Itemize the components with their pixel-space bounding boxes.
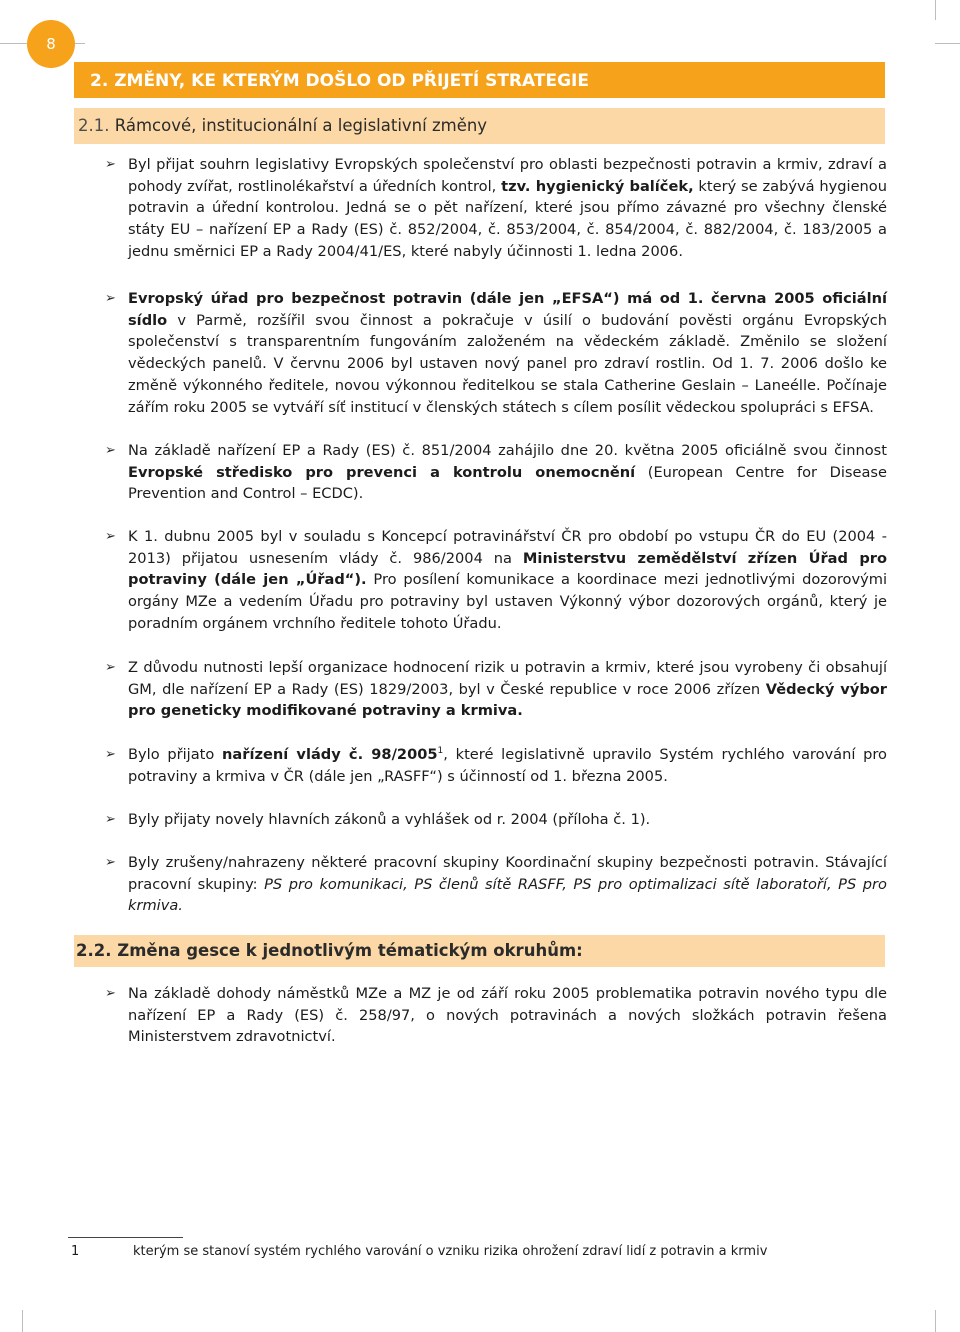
footnote-number: 1 bbox=[71, 1244, 80, 1259]
list-item bbox=[105, 852, 887, 917]
list-item bbox=[105, 657, 887, 722]
list-item-text: Byly zrušeny/nahrazeny některé pracovní skupiny Koordinační skupiny bezpečnosti potravin. Stávající pracovní skupiny: PS pro komunikaci, PS členů sítě RASFF, PS pro optimalizaci sítě laboratoří, PS pro krmiva. bbox=[128, 854, 887, 915]
crop-mark bbox=[935, 43, 960, 44]
list-item-text: Byly přijaty novely hlavních zákonů a vyhlášek od r. 2004 (příloha č. 1). bbox=[128, 811, 651, 828]
page-number: 8 bbox=[46, 35, 56, 53]
arrow-bullet-icon: ➢ bbox=[105, 812, 116, 827]
list-item-text: Z důvodu nutnosti lepší organizace hodnocení rizik u potravin a krmiv, které jsou vyrobeny či obsahují GM, dle nařízení EP a Rady (ES) 1829/2003, byl v České republice v roce 2006 zřízen Vědecký výbor pro geneticky modifikované potraviny a krmiva. bbox=[128, 659, 887, 720]
list-item-text: Bylo přijato nařízení vlády č. 98/2005$^1$, které legislativně upravilo Systém rychlého varování pro potraviny a krmiva v ČR (dále jen „RASFF“) s účinností od 1. března 2005. bbox=[128, 746, 887, 785]
crop-mark bbox=[0, 43, 27, 44]
arrow-bullet-icon: ➢ bbox=[105, 157, 116, 172]
list-item bbox=[105, 983, 887, 1048]
chapter-heading: 2. ZMĚNY, KE KTERÝM DOŠLO OD PŘIJETÍ STRATEGIE bbox=[74, 62, 885, 98]
arrow-bullet-icon: ➢ bbox=[105, 443, 116, 458]
list-item bbox=[105, 288, 887, 418]
section-heading: 2.2. Změna gesce k jednotlivým tématickým okruhům: bbox=[74, 935, 885, 967]
arrow-bullet-icon: ➢ bbox=[105, 529, 116, 544]
list-item bbox=[105, 744, 887, 787]
section-title: Rámcové, institucionální a legislativní změny bbox=[114, 116, 488, 135]
arrow-bullet-icon: ➢ bbox=[105, 986, 116, 1001]
crop-mark bbox=[22, 1310, 23, 1332]
arrow-bullet-icon: ➢ bbox=[105, 660, 116, 675]
arrow-bullet-icon: ➢ bbox=[105, 747, 116, 762]
footnote-text: kterým se stanoví systém rychlého varování o vzniku rizika ohrožení zdraví lidí z potravin a krmiv bbox=[133, 1244, 768, 1259]
list-item bbox=[105, 154, 887, 263]
list-item-text: Na základě dohody náměstků MZe a MZ je od září roku 2005 problematika potravin nového typu dle nařízení EP a Rady (ES) č. 258/97, o nových potravinách a nových složkách potravin řešena Ministerstvem zdravotnictví. bbox=[128, 985, 887, 1046]
footnote-divider bbox=[68, 1237, 183, 1238]
crop-mark bbox=[75, 43, 85, 44]
page-number-badge bbox=[27, 20, 75, 68]
arrow-bullet-icon: ➢ bbox=[105, 291, 116, 306]
section-number: 2.1. bbox=[78, 116, 110, 135]
list-item-text: Evropský úřad pro bezpečnost potravin (dále jen „EFSA“) má od 1. června 2005 oficiální sídlo v Parmě, rozšířil svou činnost a pokračuje v úsilí o budování pověsti orgánu Evropských společenství s transparentním fungováním založeném na vědeckém základě. Změnilo se složení vědeckých panelů. V červnu 2006 byl ustaven nový panel pro zdraví rostlin. Od 1. 7. 2006 došlo ke změně výkonného ředitele, novou výkonnou ředitelkou se stala Catherine Geslain – Laneélle. Počínaje zářím roku 2005 se vytváří síť institucí v členských státech s cílem posílit vědeckou spolupráci s EFSA. bbox=[128, 290, 887, 416]
arrow-bullet-icon: ➢ bbox=[105, 855, 116, 870]
list-item-text: Na základě nařízení EP a Rady (ES) č. 851/2004 zahájilo dne 20. května 2005 oficiálně svou činnost Evropské středisko pro prevenci a kontrolu onemocnění (European Centre for Disease Prevention and Control – ECDC). bbox=[128, 442, 887, 503]
footnote-ref: 1 bbox=[437, 746, 444, 757]
crop-mark bbox=[935, 1310, 936, 1332]
list-item bbox=[105, 526, 887, 635]
list-item-text: K 1. dubnu 2005 byl v souladu s Koncepcí potravinářství ČR pro období po vstupu ČR do EU (2004 - 2013) přijatou usnesením vlády č. 986/2004 na Ministerstvu zemědělství zřízen Úřad pro potraviny (dále jen „Úřad“). Pro posílení komunikace a koordinace mezi jednotlivými dozorovými orgány MZe a vedením Úřadu pro potraviny byl ustaven Výkonný výbor dozorových orgánů, který je poradním orgánem vrchního ředitele tohoto Úřadu. bbox=[128, 528, 887, 632]
list-item bbox=[105, 809, 887, 831]
list-item bbox=[105, 440, 887, 505]
list-item-text: Byl přijat souhrn legislativy Evropských společenství pro oblasti bezpečnosti potravin a krmiv, zdraví a pohody zvířat, rostlinolékařství a úředních kontrol, tzv. hygienický balíček, který se zabývá hygienou potravin a úřední kontrolou. Jedná se o pět nařízení, které jsou přímo závazné pro všechny členské státy EU – nařízení EP a Rady (ES) č. 852/2004, č. 853/2004, č. 854/2004, č. 882/2004, č. 183/2005 a jednu směrnici EP a Rady 2004/41/ES, které nabyly účinnosti 1. ledna 2006. bbox=[128, 156, 887, 260]
crop-mark bbox=[935, 0, 936, 20]
section-heading bbox=[74, 108, 885, 144]
